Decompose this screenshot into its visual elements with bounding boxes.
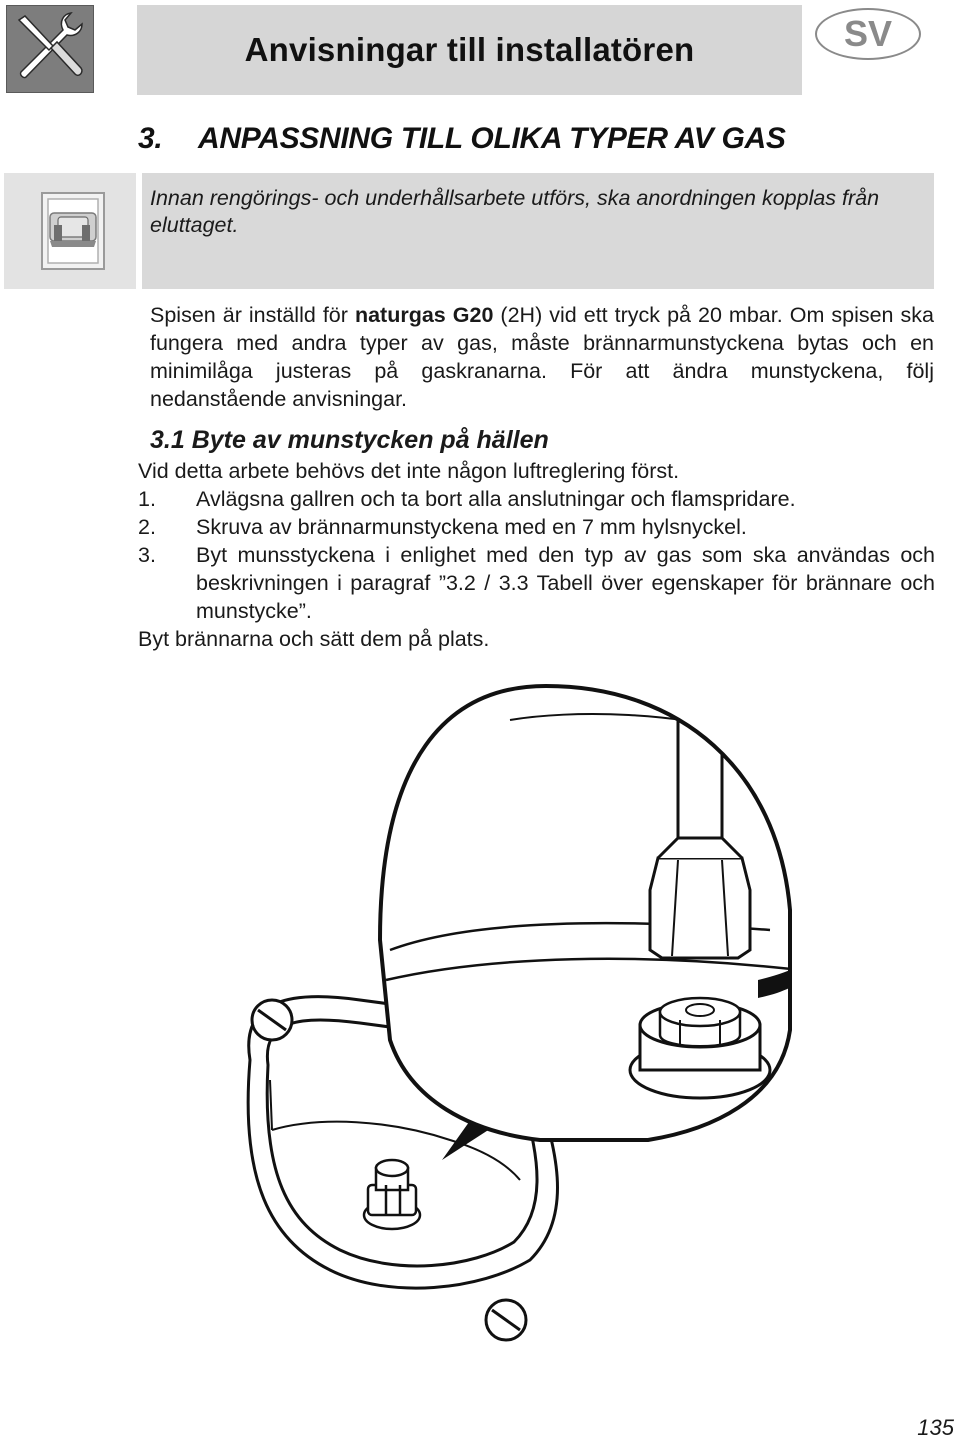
warning-text: Innan rengörings- och underhållsarbete utförs, ska anordningen kopplas från eluttaget. xyxy=(150,186,880,237)
list-item-number: 2. xyxy=(138,515,156,539)
list-item-text: Byt munsstyckena i enlighet med den typ av gas som ska användas och beskrivningen i paragraf ”3.2 / 3.3 Tabell över egenskaper för brännare och munstycke”. xyxy=(196,543,935,623)
subsection-heading: 3.1 Byte av munstycken på hällen xyxy=(150,426,549,454)
lead-text: Vid detta arbete behövs det inte någon luftreglering först. xyxy=(138,459,680,483)
intro-text-post: (2H) vid ett tryck på 20 mbar. Om spisen ska fungera med andra typer av gas, måste brännarmunstyckena bytas och en minimilåga justeras på gaskranarna. För att ändra munstyckena, följ nedanstående anvisningar. xyxy=(150,303,934,411)
list-item-number: 3. xyxy=(138,543,156,567)
page-number: 135 xyxy=(917,1415,954,1440)
intro-text-pre: Spisen är inställd för xyxy=(150,303,355,327)
list-item-number: 1. xyxy=(138,487,156,511)
list-item xyxy=(138,513,935,541)
section-number: 3. xyxy=(138,122,163,155)
wrench-screwdriver-icon xyxy=(6,5,94,93)
section-heading xyxy=(138,122,938,156)
socket-wrench-nozzle-illustration xyxy=(210,680,870,1375)
closing-text: Byt brännarna och sätt dem på plats. xyxy=(138,627,490,651)
language-badge: SV xyxy=(815,8,921,60)
power-socket-plug-icon xyxy=(4,173,136,289)
list-item xyxy=(138,485,935,513)
intro-paragraph xyxy=(150,301,934,413)
instructions-block xyxy=(138,457,935,653)
list-item-text: Avlägsna gallren och ta bort alla anslutningar och flamspridare. xyxy=(196,487,796,511)
list-item xyxy=(138,541,935,625)
section-title: ANPASSNING TILL OLIKA TYPER AV GAS xyxy=(198,122,786,155)
intro-text-bold: naturgas G20 xyxy=(354,303,494,327)
list-item-text: Skruva av brännarmunstyckena med en 7 mm hylsnyckel. xyxy=(196,515,747,539)
page-title: Anvisningar till installatören xyxy=(137,5,802,95)
